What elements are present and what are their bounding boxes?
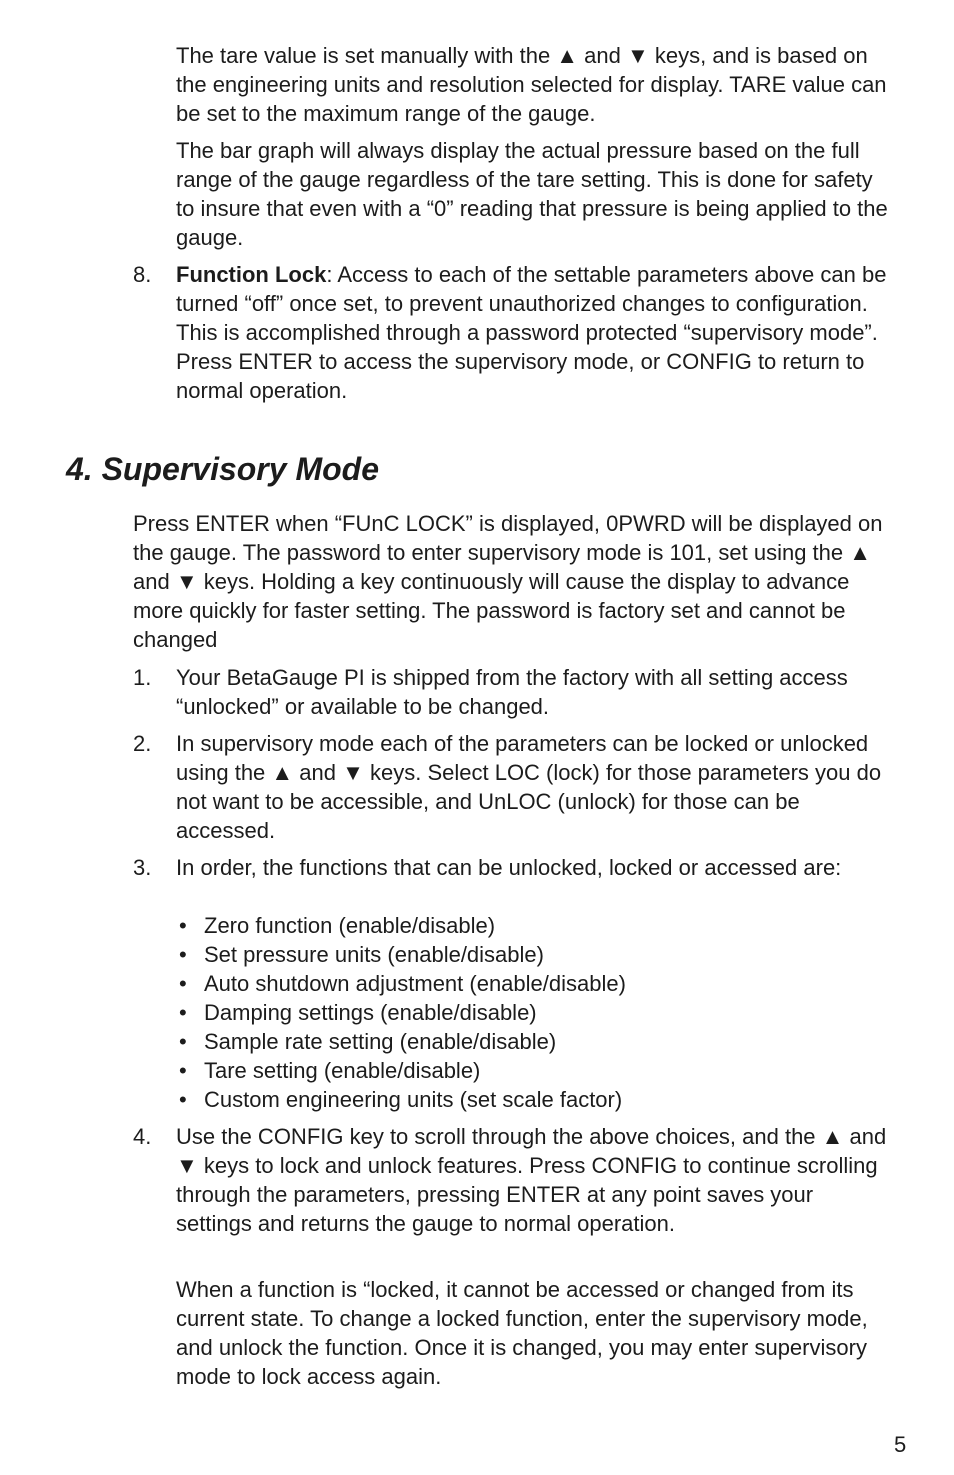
bullet-item (176, 1056, 896, 1085)
list-item-number: 4. (133, 1124, 152, 1149)
bullet-item (176, 1085, 896, 1114)
bullet-mark: • (179, 942, 187, 967)
bullet-text: Zero function (enable/disable) (204, 913, 496, 938)
list-item-text: Use the CONFIG key to scroll through the above choices, and the ▲ and ▼ keys to lock and unlock features. Press CONFIG to continue scrolling through the parameters, pressing ENTER at any point saves your settings and returns the gauge to normal operation. (176, 1124, 887, 1236)
list-item (133, 853, 893, 882)
bullet-mark: • (179, 1087, 187, 1112)
bullet-mark: • (179, 913, 187, 938)
list-item (133, 663, 893, 721)
bullet-item (176, 1027, 896, 1056)
function-lock-term: Function Lock (176, 262, 327, 287)
list-item-text: In order, the functions that can be unlocked, locked or accessed are: (176, 855, 842, 880)
bullet-item (176, 911, 896, 940)
bullet-item (176, 969, 896, 998)
bullet-item (176, 998, 896, 1027)
list-item-number: 1. (133, 665, 152, 690)
bullet-item (176, 940, 896, 969)
page-number: 5 (894, 1432, 907, 1457)
bullet-mark: • (179, 1029, 187, 1054)
section-heading: 4. Supervisory Mode (66, 451, 379, 487)
bullet-mark: • (179, 1000, 187, 1025)
tare-paragraph: The tare value is set manually with the ▲ and ▼ keys, and is based on the engineering units and resolution selected for display. TARE value can be set to the maximum range of the gauge. (176, 43, 887, 126)
bar-graph-paragraph: The bar graph will always display the actual pressure based on the full range of the gauge regardless of the tare setting. This is done for safety to insure that even with a “0” reading that pressure is being applied to the gauge. (176, 138, 888, 250)
bullet-text: Tare setting (enable/disable) (204, 1058, 481, 1083)
list-item (133, 729, 893, 845)
list-item-text: Your BetaGauge PI is shipped from the factory with all setting access “unlocked” or available to be changed. (176, 665, 848, 719)
bullet-text: Auto shutdown adjustment (enable/disable) (204, 971, 626, 996)
bullet-text: Sample rate setting (enable/disable) (204, 1029, 557, 1054)
list-item-text (176, 260, 893, 405)
bullet-mark: • (179, 971, 187, 996)
supervisory-intro-paragraph: Press ENTER when “FUnC LOCK” is displayed, 0PWRD will be displayed on the gauge. The password to enter supervisory mode is 101, set using the ▲ and ▼ keys. Holding a key continuously will cause the display to advance more quickly for faster setting. The password is factory set and cannot be changed (133, 511, 883, 652)
bullet-text: Damping settings (enable/disable) (204, 1000, 537, 1025)
list-item-number: 8. (133, 262, 152, 287)
list-item-number: 3. (133, 855, 152, 880)
list-item-function-lock (133, 260, 893, 405)
list-item-text: In supervisory mode each of the parameters can be locked or unlocked using the ▲ and ▼ keys. Select LOC (lock) for those parameters you do not want to be accessible, and UnLOC (unlock) for those can be accessed. (176, 731, 882, 843)
bullet-text: Custom engineering units (set scale factor) (204, 1087, 623, 1112)
function-bullet-list (176, 911, 896, 1114)
bullet-text: Set pressure units (enable/disable) (204, 942, 544, 967)
bullet-mark: • (179, 1058, 187, 1083)
list-item (133, 1122, 893, 1238)
list-item-number: 2. (133, 731, 152, 756)
function-lock-description: : Access to each of the settable parameters above can be turned “off” once set, to prevent unauthorized changes to configuration. This is accomplished through a password protected “supervisory mode”. Press ENTER to access the supervisory mode, or CONFIG to return to normal operation. (176, 262, 887, 403)
locked-function-paragraph: When a function is “locked, it cannot be accessed or changed from its current state. To change a locked function, enter the supervisory mode, and unlock the function. Once it is changed, you may enter supervisory mode to lock access again. (176, 1277, 868, 1389)
